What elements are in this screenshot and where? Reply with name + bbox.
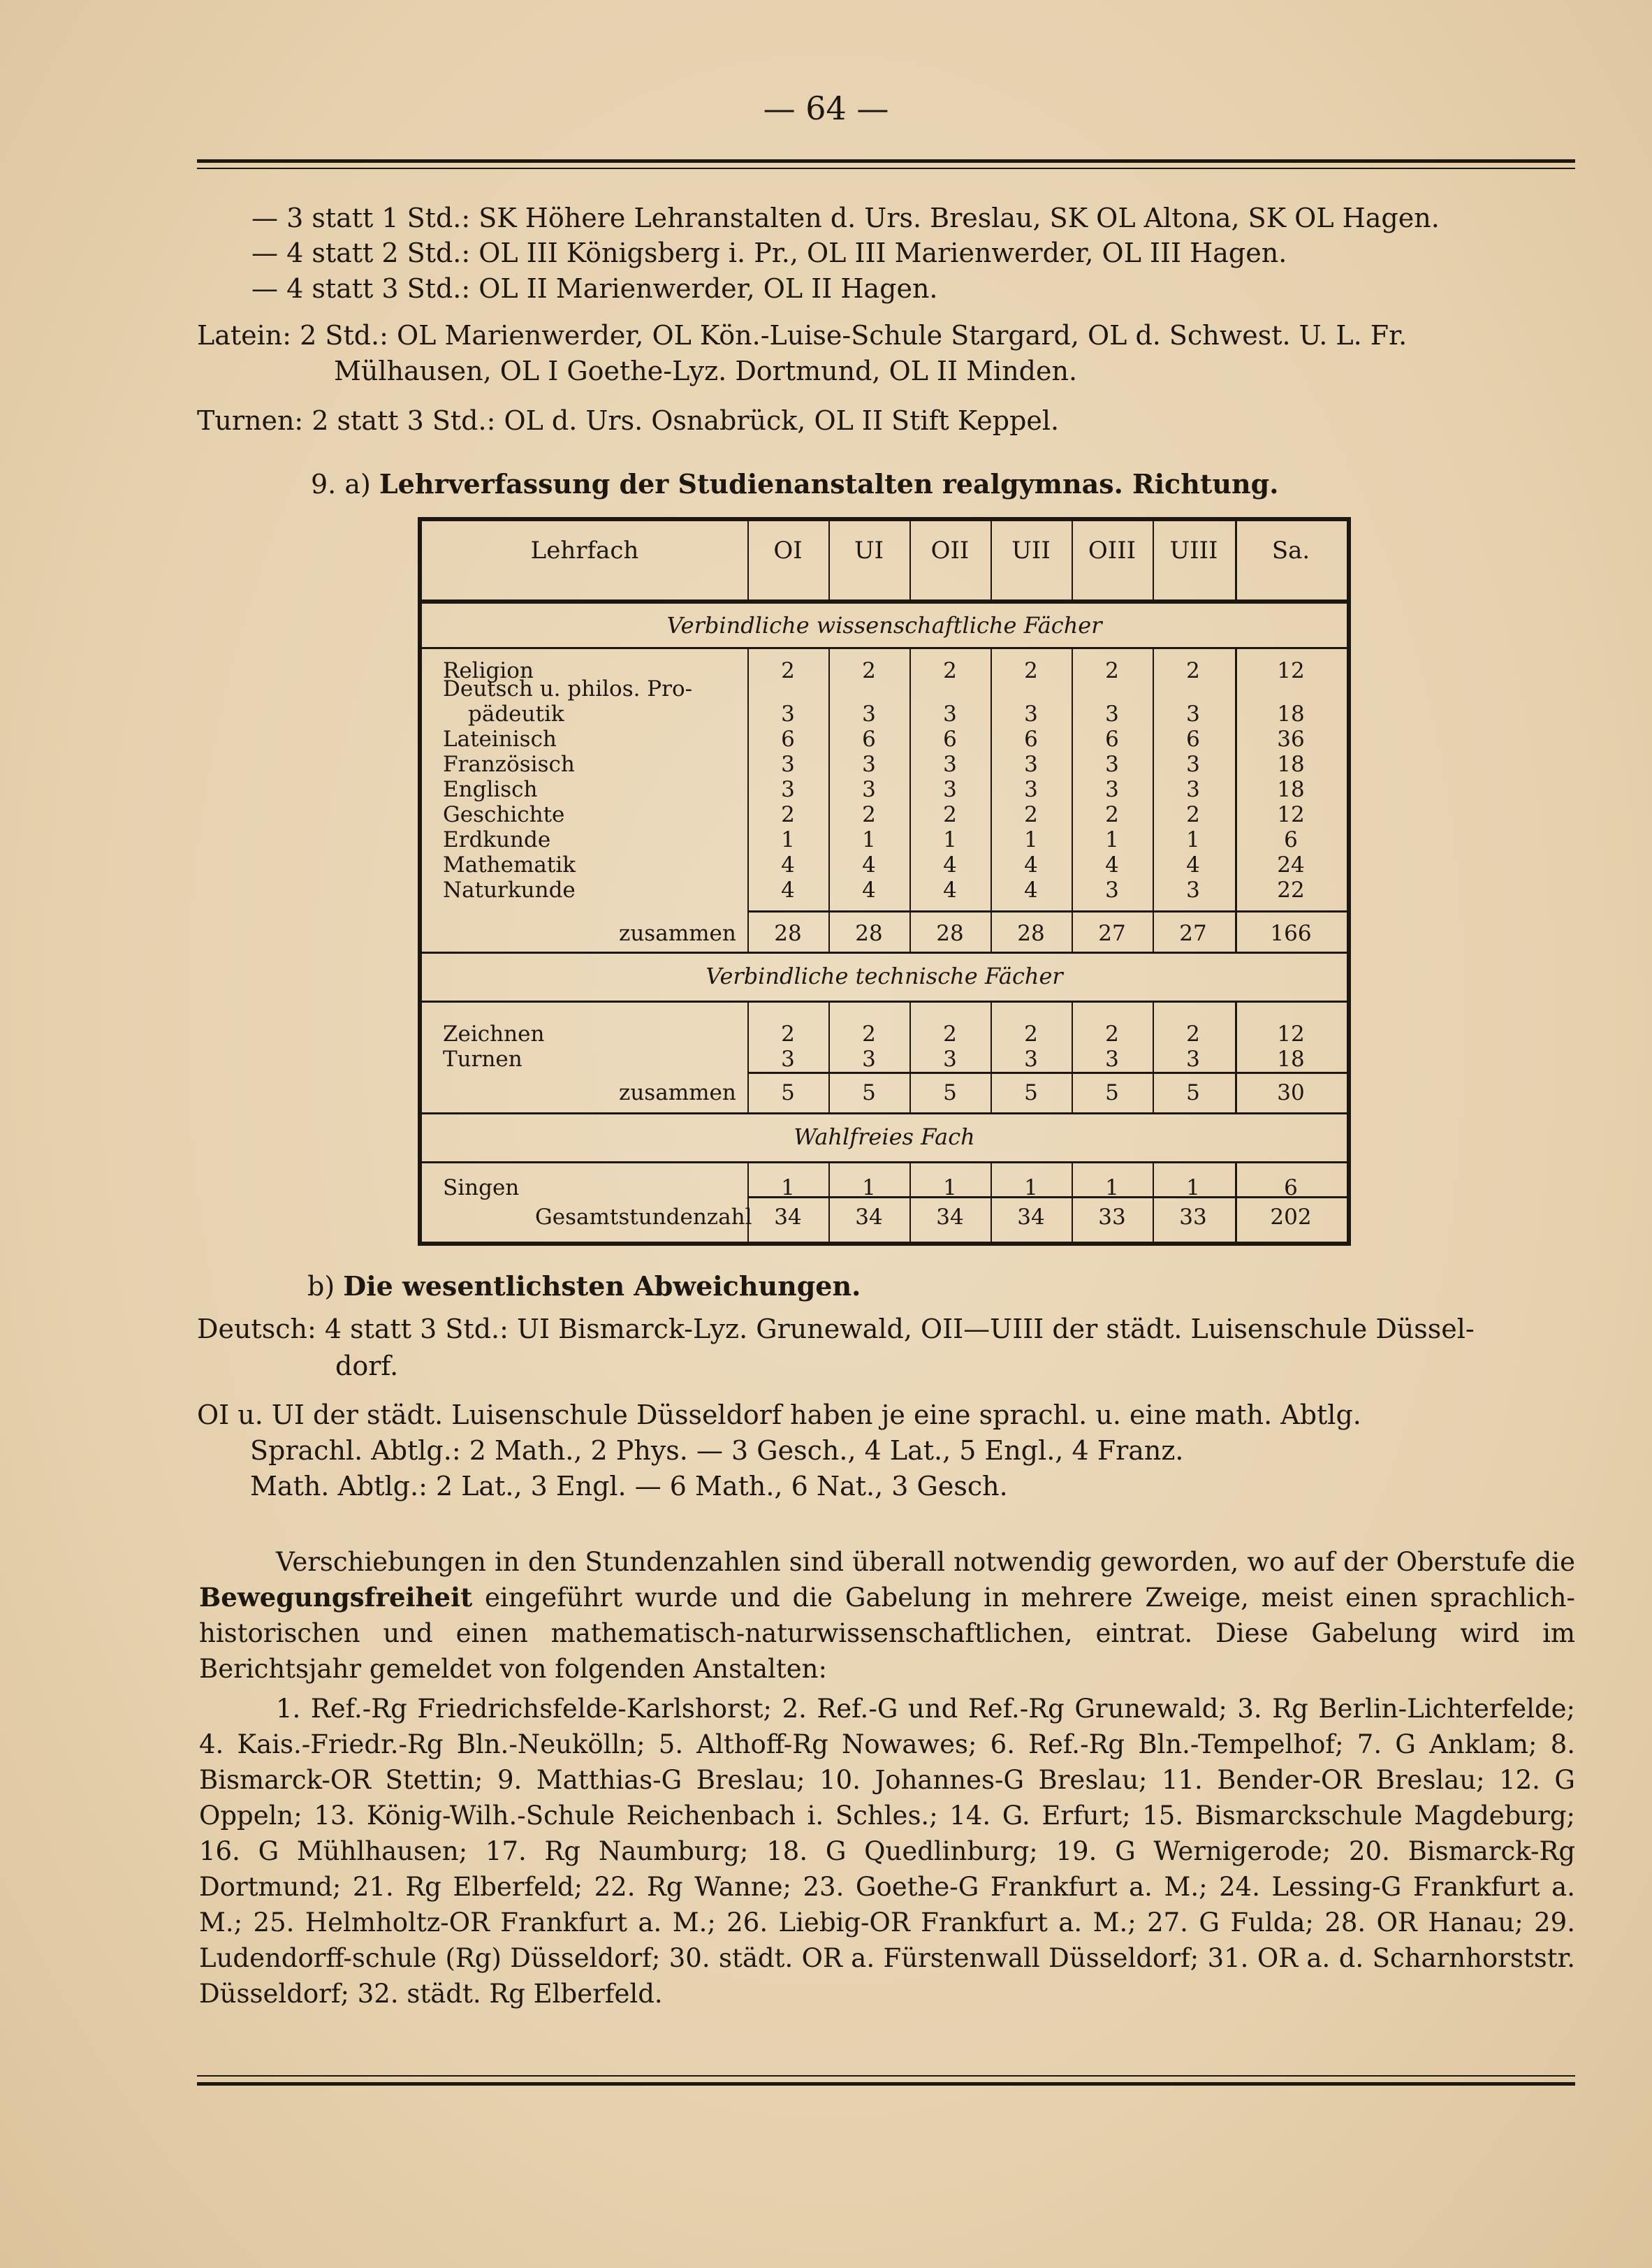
column-line: [909, 1002, 911, 1112]
section-3-divider: [422, 1161, 1347, 1163]
subtotal-2-line: [747, 1072, 1347, 1074]
total-label: Gesamtstundenzahl: [535, 1205, 752, 1230]
section-9a-title: Lehrverfassung der Studienanstalten realgymnas. Richtung.: [379, 468, 1279, 500]
cell-value: 1: [1105, 1175, 1119, 1200]
cell-value: 3: [1024, 777, 1038, 802]
paragraph-1-start: Verschiebungen in den Stundenzahlen sind überall notwendig geworden, wo auf der Oberstufe die: [276, 1547, 1575, 1577]
cell-sum: 202: [1270, 1205, 1312, 1230]
cell-value: 2: [862, 658, 876, 683]
cell-value: 1: [943, 827, 957, 852]
cell-value: 6: [1105, 727, 1119, 752]
column-line: [1072, 1002, 1073, 1112]
cell-value: 2: [781, 658, 795, 683]
cell-value: 6: [1024, 727, 1038, 752]
cell-value: 2: [1024, 1022, 1038, 1047]
cell-value: 5: [943, 1080, 957, 1105]
intro-line-3: — 4 statt 3 Std.: OL II Marienwerder, OL II Hagen.: [251, 273, 938, 304]
cell-sum: 12: [1277, 802, 1305, 827]
cell-value: 3: [1024, 752, 1038, 777]
cell-value: 28: [855, 921, 883, 946]
cell-sum: 36: [1277, 727, 1305, 752]
cell-value: 3: [1186, 1047, 1200, 1072]
cell-sum: 12: [1277, 658, 1305, 683]
curriculum-table: [418, 517, 1351, 1246]
sum-column-line: [1235, 648, 1237, 952]
header-column-line: [1153, 521, 1154, 599]
cell-value: 3: [943, 752, 957, 777]
header-uiii: UIII: [1169, 537, 1218, 565]
cell-value: 4: [862, 852, 876, 878]
column-line: [828, 1163, 830, 1242]
cell-sum: 6: [1284, 827, 1298, 852]
cell-value: 3: [1186, 878, 1200, 903]
cell-value: 3: [1105, 702, 1119, 727]
column-line: [909, 1163, 911, 1242]
column-line: [747, 1002, 749, 1112]
cell-value: 3: [781, 702, 795, 727]
cell-value: 3: [862, 777, 876, 802]
cell-value: 3: [781, 752, 795, 777]
cell-value: 2: [943, 1022, 957, 1047]
cell-value: 34: [936, 1205, 964, 1230]
cell-sum: 18: [1277, 752, 1305, 777]
cell-value: 2: [862, 802, 876, 827]
cell-value: 1: [1186, 1175, 1200, 1200]
subtotal-1-line: [747, 910, 1347, 913]
section-b-title: Die wesentlichsten Abweichungen.: [343, 1270, 861, 1302]
cell-value: 3: [1186, 752, 1200, 777]
oi-line-1: OI u. UI der städt. Luisenschule Düsseldorf haben je eine sprachl. u. eine math. Abtlg.: [197, 1400, 1361, 1430]
cell-value: 2: [1024, 802, 1038, 827]
cell-value: 28: [936, 921, 964, 946]
total-label: zusammen: [619, 921, 736, 946]
grand-total-line: [747, 1196, 1347, 1198]
cell-value: 3: [1024, 1047, 1038, 1072]
latein-line-2: Mülhausen, OL I Goethe-Lyz. Dortmund, OL II Minden.: [334, 356, 1078, 386]
cell-value: 34: [1017, 1205, 1045, 1230]
column-line: [747, 648, 749, 952]
cell-value: 2: [862, 1022, 876, 1047]
cell-value: 28: [774, 921, 802, 946]
header-column-line: [909, 521, 911, 599]
cell-value: 3: [1024, 702, 1038, 727]
cell-value: 4: [781, 852, 795, 878]
column-line: [1072, 648, 1073, 952]
cell-value: 34: [774, 1205, 802, 1230]
cell-value: 3: [943, 702, 957, 727]
subject-name: Singen: [443, 1175, 520, 1200]
cell-value: 4: [943, 878, 957, 903]
subject-name: Naturkunde: [443, 878, 576, 903]
column-line: [991, 648, 992, 952]
header-column-line: [1072, 521, 1073, 599]
subject-name: Religion: [443, 658, 534, 683]
cell-sum: 22: [1277, 878, 1305, 903]
column-line: [828, 1002, 830, 1112]
cell-sum: 12: [1277, 1022, 1305, 1047]
cell-value: 5: [1186, 1080, 1200, 1105]
oi-line-3: Math. Abtlg.: 2 Lat., 3 Engl. — 6 Math., 6 Nat., 3 Gesch.: [250, 1471, 1008, 1502]
section-2-end: [422, 1112, 1347, 1114]
turnen-line: Turnen: 2 statt 3 Std.: OL d. Urs. Osnabrück, OL II Stift Keppel.: [197, 405, 1060, 436]
intro-line-2: — 4 statt 2 Std.: OL III Königsberg i. Pr., OL III Marienwerder, OL III Hagen.: [251, 238, 1287, 268]
cell-value: 3: [1105, 878, 1119, 903]
cell-value: 6: [1186, 727, 1200, 752]
header-column-line: [828, 521, 830, 599]
paragraph-2: [199, 1691, 1575, 2012]
cell-value: 4: [1186, 852, 1200, 878]
section-1-title: Verbindliche wissenschaftliche Fächer: [666, 612, 1102, 639]
column-line: [747, 1163, 749, 1242]
cell-value: 6: [943, 727, 957, 752]
subject-name: Erdkunde: [443, 827, 551, 852]
column-line: [909, 648, 911, 952]
header-oii: OII: [930, 537, 970, 565]
cell-value: 27: [1179, 921, 1207, 946]
cell-value: 6: [781, 727, 795, 752]
cell-value: 2: [943, 658, 957, 683]
cell-value: 4: [781, 878, 795, 903]
subject-name: Englisch: [443, 777, 538, 802]
subject-name: Lateinisch: [443, 727, 557, 752]
cell-value: 2: [781, 802, 795, 827]
header-uii: UII: [1011, 537, 1051, 565]
cell-value: 1: [862, 827, 876, 852]
paragraph-1: [199, 1544, 1575, 1687]
cell-sum: 6: [1284, 1175, 1298, 1200]
header-column-line: [991, 521, 992, 599]
sum-column-line: [1235, 1002, 1237, 1112]
cell-value: 3: [862, 752, 876, 777]
cell-value: 3: [862, 702, 876, 727]
intro-line-1: — 3 statt 1 Std.: SK Höhere Lehranstalten d. Urs. Breslau, SK OL Altona, SK OL Hagen.: [251, 203, 1440, 233]
cell-value: 1: [1105, 827, 1119, 852]
cell-value: 33: [1179, 1205, 1207, 1230]
total-label: zusammen: [619, 1080, 736, 1105]
cell-sum: 30: [1277, 1080, 1305, 1105]
cell-value: 5: [862, 1080, 876, 1105]
cell-value: 4: [1105, 852, 1119, 878]
sum-column-line: [1235, 521, 1237, 599]
bottom-rule: [197, 2082, 1575, 2086]
cell-value: 2: [781, 1022, 795, 1047]
deutsch-line-1: Deutsch: 4 statt 3 Std.: UI Bismarck-Lyz. Grunewald, OII—UIII der städt. Luisenschule Düssel-: [197, 1314, 1475, 1344]
column-line: [1072, 1163, 1073, 1242]
section-9a-number: 9. a): [311, 469, 371, 500]
cell-sum: 18: [1277, 1047, 1305, 1072]
cell-value: 4: [862, 878, 876, 903]
header-column-line: [747, 521, 749, 599]
cell-value: 3: [943, 777, 957, 802]
cell-value: 1: [1024, 827, 1038, 852]
cell-value: 3: [1105, 1047, 1119, 1072]
cell-value: 2: [1105, 658, 1119, 683]
cell-value: 4: [1024, 852, 1038, 878]
institution-list: 1. Ref.-Rg Friedrichsfelde-Karlshorst; 2. Ref.-G und Ref.-Rg Grunewald; 3. Rg Berlin-Lichterfelde; 4. Kais.-Friedr.-Rg Bln.-Neukölln; 5. Althoff-Rg Nowawes; 6. Ref.-Rg Bln.-Tempelhof; 7. G Anklam; 8. Bismarck-OR Stettin; 9. Matthias-G Breslau; 10. Johannes-G Breslau; 11. Bender-OR Breslau; 12. G Oppeln; 13. König-Wilh.-Schule Reichenbach i. Schles.; 14. G. Erfurt; 15. Bismarckschule Magdeburg; 16. G Mühlhausen; 17. Rg Naumburg; 18. G Quedlinburg; 19. G Wernigerode; 20. Bismarck-Rg Dortmund; 21. Rg Elberfeld; 22. Rg Wanne; 23. Goethe-G Frankfurt a. M.; 24. Lessing-G Frankfurt a. M.; 25. Helmholtz-OR Frankfurt a. M.; 26. Liebig-OR Frankfurt a. M.; 27. G Fulda; 28. OR Hanau; 29. Ludendorff-schule (Rg) Düsseldorf; 30. städt. OR a. Fürstenwall Düsseldorf; 31. OR a. d. Scharnhorststr. Düsseldorf; 32. städt. Rg Elberfeld.: [199, 1694, 1575, 2009]
cell-value: 3: [943, 1047, 957, 1072]
column-line: [1153, 1002, 1154, 1112]
header-sum: Sa.: [1271, 537, 1310, 565]
cell-value: 3: [1186, 702, 1200, 727]
header-oiii: OIII: [1088, 537, 1136, 565]
cell-value: 33: [1098, 1205, 1126, 1230]
oi-line-2: Sprachl. Abtlg.: 2 Math., 2 Phys. — 3 Gesch., 4 Lat., 5 Engl., 4 Franz.: [250, 1435, 1184, 1466]
column-line: [991, 1002, 992, 1112]
cell-value: 27: [1098, 921, 1126, 946]
subject-name: pädeutik: [468, 702, 564, 727]
header-ui: UI: [854, 537, 884, 565]
cell-value: 3: [1186, 777, 1200, 802]
cell-value: 3: [1105, 752, 1119, 777]
top-rule-thin: [197, 168, 1575, 169]
section-1-divider: [422, 647, 1347, 649]
header-lehrfach: Lehrfach: [530, 537, 639, 565]
subject-name: Geschichte: [443, 802, 565, 827]
cell-value: 6: [862, 727, 876, 752]
cell-value: 2: [1186, 658, 1200, 683]
cell-value: 2: [1105, 802, 1119, 827]
column-line: [1153, 1163, 1154, 1242]
cell-value: 1: [862, 1175, 876, 1200]
section-2-title: Verbindliche technische Fächer: [706, 963, 1063, 989]
cell-value: 2: [1105, 1022, 1119, 1047]
subject-name: Deutsch u. philos. Pro-: [443, 676, 693, 702]
cell-sum: 18: [1277, 702, 1305, 727]
section-b-number: b): [307, 1271, 335, 1302]
section-1-end: [422, 952, 1347, 954]
cell-value: 1: [943, 1175, 957, 1200]
cell-value: 5: [1105, 1080, 1119, 1105]
page-number: — 64 —: [763, 89, 889, 127]
cell-value: 5: [781, 1080, 795, 1105]
deutsch-line-2: dorf.: [335, 1351, 399, 1381]
subject-name: Zeichnen: [443, 1022, 545, 1047]
cell-value: 3: [1105, 777, 1119, 802]
subject-name: Französisch: [443, 752, 575, 777]
column-line: [991, 1163, 992, 1242]
cell-value: 34: [855, 1205, 883, 1230]
header-divider: [422, 599, 1347, 604]
section-9a-heading: [311, 470, 1278, 500]
cell-sum: 166: [1270, 921, 1312, 946]
cell-value: 2: [943, 802, 957, 827]
column-line: [1153, 648, 1154, 952]
cell-value: 5: [1024, 1080, 1038, 1105]
section-2-divider: [422, 1001, 1347, 1003]
cell-value: 3: [781, 777, 795, 802]
cell-value: 2: [1024, 658, 1038, 683]
latein-line-1: Latein: 2 Std.: OL Marienwerder, OL Kön.-Luise-Schule Stargard, OL d. Schwest. U. L. Fr.: [197, 320, 1408, 351]
cell-sum: 18: [1277, 777, 1305, 802]
cell-value: 28: [1017, 921, 1045, 946]
paragraph-1-bold: Bewegungsfreiheit: [199, 1582, 473, 1613]
cell-value: 2: [1186, 802, 1200, 827]
cell-value: 4: [943, 852, 957, 878]
cell-value: 1: [781, 1175, 795, 1200]
paragraph-1-rest: eingeführt wurde und die Gabelung in mehrere Zweige, meist einen sprachlich-historischen und einen mathematisch-naturwissenschaftlichen, eintrat. Diese Gabelung wird im Berichtsjahr gemeldet von folgenden Anstalten:: [199, 1583, 1575, 1684]
cell-value: 3: [862, 1047, 876, 1072]
section-b-heading: [307, 1272, 861, 1302]
sum-column-line: [1235, 1163, 1237, 1242]
bottom-rule-thin: [197, 2075, 1575, 2077]
header-oi: OI: [773, 537, 803, 565]
cell-value: 4: [1024, 878, 1038, 903]
cell-value: 3: [781, 1047, 795, 1072]
cell-sum: 24: [1277, 852, 1305, 878]
subject-name: Turnen: [443, 1047, 522, 1072]
cell-value: 2: [1186, 1022, 1200, 1047]
cell-value: 1: [781, 827, 795, 852]
cell-value: 1: [1186, 827, 1200, 852]
cell-value: 1: [1024, 1175, 1038, 1200]
column-line: [828, 648, 830, 952]
section-3-title: Wahlfreies Fach: [794, 1124, 975, 1150]
top-rule: [197, 159, 1575, 163]
subject-name: Mathematik: [443, 852, 576, 878]
